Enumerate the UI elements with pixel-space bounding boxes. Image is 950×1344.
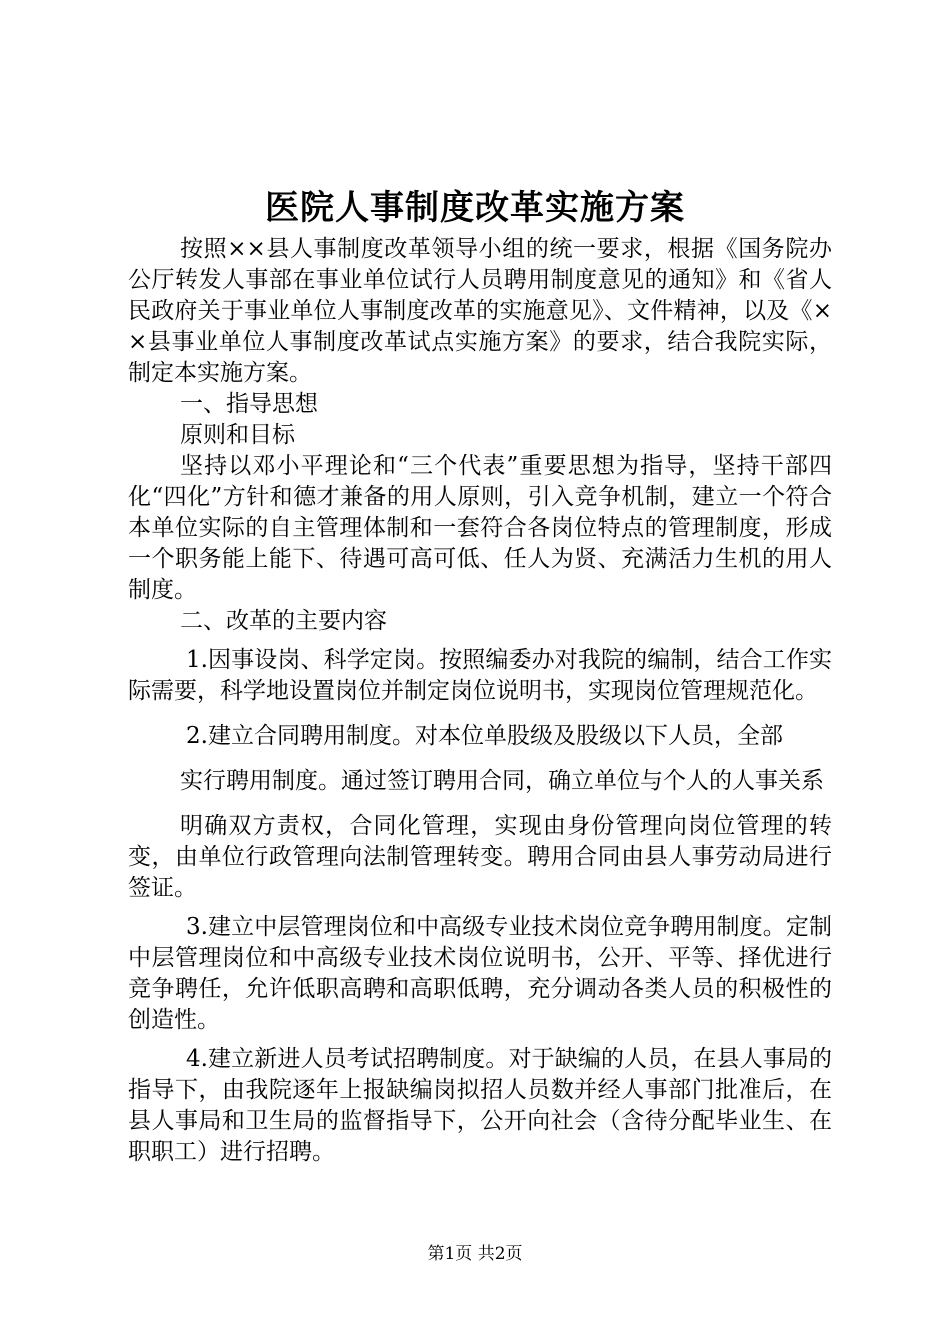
paragraph-item-2-cont-b: 明确双方责权，合同化管理，实现由身份管理向岗位管理的转变，由单位行政管理向法制管理转变。聘用合同由县人事劳动局进行签证。 (128, 813, 832, 901)
paragraph-item-3: 3.建立中层管理岗位和中高级专业技术岗位竞争聘用制度。定制中层管理岗位和中高级专业技术岗位说明书，公开、平等、择优进行竞争聘任，允许低职高聘和高职低聘，充分调动各类人员的积极性的创造性。 (128, 914, 832, 1033)
section-subheading-principles: 原则和目标 (180, 422, 295, 448)
document-body (128, 234, 832, 1168)
section-heading-guiding-thought: 一、指导思想 (180, 391, 318, 417)
paragraph-intro: 按照××县人事制度改革领导小组的统一要求，根据《国务院办公厅转发人事部在事业单位试行人员聘用制度意见的通知》和《省人民政府关于事业单位人事制度改革的实施意见》、文件精神，以及《××县事业单位人事制度改革试点实施方案》的要求，结合我院实际，制定本实施方案。 (128, 236, 832, 386)
page-footer: 第1页 共2页 (427, 1244, 523, 1264)
paragraph-item-4: 4.建立新进人员考试招聘制度。对于缺编的人员，在县人事局的指导下，由我院逐年上报缺编岗拟招人员数并经人事部门批准后，在县人事局和卫生局的监督指导下，公开向社会（含待分配毕业生、在职职工）进行招聘。 (128, 1046, 832, 1165)
paragraph-item-2: 2.建立合同聘用制度。对本位单股级及股级以下人员，全部 (186, 723, 783, 749)
section-heading-main-content: 二、改革的主要内容 (180, 608, 387, 634)
paragraph-item-2-cont-a: 实行聘用制度。通过签订聘用合同，确立单位与个人的人事关系 (180, 768, 824, 794)
document-title: 医院人事制度改革实施方案 (265, 188, 685, 228)
paragraph-item-1: 1.因事设岗、科学定岗。按照编委办对我院的编制，结合工作实际需要，科学地设置岗位并制定岗位说明书，实现岗位管理规范化。 (128, 647, 832, 704)
paragraph-principles: 坚持以邓小平理论和“三个代表”重要思想为指导，坚持干部四化“四化”方针和德才兼备的用人原则，引入竞争机制，建立一个符合本单位实际的自主管理体制和一套符合各岗位特点的管理制度，形成一个职务能上能下、待遇可高可低、任人为贤、充满活力生机的用人制度。 (128, 453, 832, 603)
